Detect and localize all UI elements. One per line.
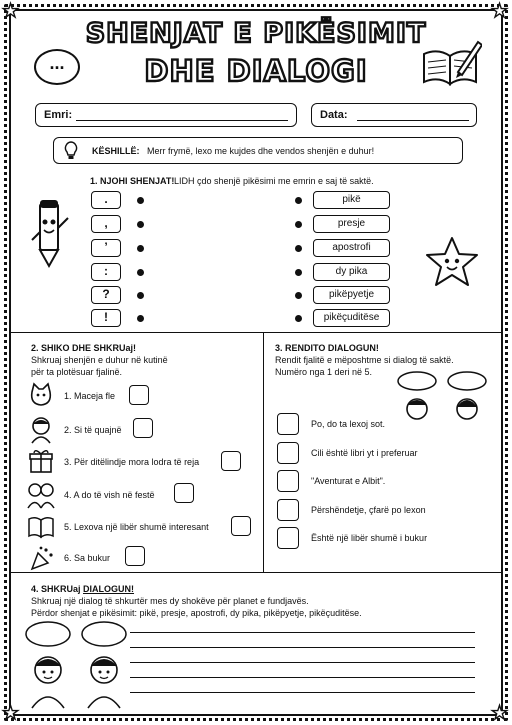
star-character-icon [424,236,480,288]
dialog-line: Përshëndetje, çfarë po lexon [311,505,426,515]
match-dot[interactable] [295,269,302,276]
page-subtitle: DHE DIALOGI [144,54,368,88]
section1-instruction: LIDH çdo shenjë pikësimi me emrin e saj të saktë. [174,176,374,186]
dialog-line: Është një libër shumë i bukur [311,533,428,543]
name-box-pike: pikë [313,191,390,209]
section1-heading: 1. NJOHI SHENJAT! [90,176,175,186]
match-dot[interactable] [295,221,302,228]
star-icon: ★ [2,1,20,22]
children-icon [26,481,56,509]
answer-box[interactable] [174,483,194,503]
sign-box-question: ? [91,286,121,304]
writing-line[interactable] [130,647,475,648]
name-box-dy-pika: dy pika [313,263,390,281]
book-icon [27,515,55,539]
gift-icon [28,448,54,474]
section2-instruction: për ta plotësuar fjalinë. [31,367,123,377]
date-field[interactable]: Data: [311,103,477,127]
writing-line[interactable] [130,677,475,678]
pencil-character-icon [30,198,70,270]
divider [11,332,501,333]
page-title: SHENJAT E PIKËSIMIT [85,18,427,49]
order-box[interactable] [277,442,299,464]
match-dot[interactable] [137,221,144,228]
answer-box[interactable] [133,418,153,438]
dialog-line: Cili është libri yt i preferuar [311,448,418,458]
name-box-pikecuditese: pikëçuditëse [313,309,390,327]
sentence-item: 6. Sa bukur [64,553,111,563]
name-box-presje: presje [313,215,390,233]
sign-box-exclamation: ! [91,309,121,327]
order-box[interactable] [277,470,299,492]
answer-box[interactable] [231,516,251,536]
sign-box-period: . [91,191,121,209]
order-box[interactable] [277,499,299,521]
two-children-talking-icon [395,371,491,427]
lightbulb-icon [64,141,78,161]
tip-text: Merr frymë, lexo me kujdes dhe vendos shenjën e duhur! [147,146,375,156]
dialog-line: "Aventurat e Albit". [311,476,386,486]
sentence-item: 4. A do të vish në festë [64,490,155,500]
sign-box-colon: : [91,263,121,281]
cat-icon [28,382,54,408]
section3-instruction: Rendit fjalitë e mëposhtme si dialog të saktë. [275,355,454,365]
two-boys-talking-icon [24,620,128,710]
section4-heading: 4. SHKRUaj DIALOGUN! [31,584,135,594]
dialog-line: Po, do ta lexoj sot. [311,419,386,429]
divider [11,572,501,573]
writing-line[interactable] [130,662,475,663]
sign-box-comma: , [91,215,121,233]
section2-heading: 2. SHIKO DHE SHKRUaj! [31,343,137,353]
order-box[interactable] [277,413,299,435]
party-popper-icon [29,545,55,571]
match-dot[interactable] [295,315,302,322]
answer-box[interactable] [129,385,149,405]
match-dot[interactable] [137,245,144,252]
section3-heading: 3. RENDITO DIALOGUN! [275,343,379,353]
answer-box[interactable] [125,546,145,566]
section2-instruction: Shkruaj shenjën e duhur në kutinë [31,355,168,365]
match-dot[interactable] [295,292,302,299]
match-dot[interactable] [137,197,144,204]
open-book-pencil-icon [420,38,482,90]
sentence-item: 3. Për ditëlindje mora lodra të reja [64,457,200,467]
section4-instruction: Shkruaj një dialog të shkurtër mes dy shokëve për planet e fundjavës. [31,596,309,606]
writing-line[interactable] [130,692,475,693]
match-dot[interactable] [137,269,144,276]
speech-bubble-icon: ... [34,49,80,85]
match-dot[interactable] [295,197,302,204]
match-dot[interactable] [137,315,144,322]
sign-box-apostrophe: ’ [91,239,121,257]
match-dot[interactable] [295,245,302,252]
star-icon: ★ [2,703,20,724]
name-box-pikepyetje: pikëpyetje [313,286,390,304]
name-field[interactable]: Emri: [35,103,297,127]
sentence-item: 1. Maceja fle [64,391,116,401]
tip-label: KËSHILLË: [92,146,140,156]
star-icon: ★ [491,703,509,724]
tip-box [53,137,463,164]
name-box-apostrofi: apostrofi [313,239,390,257]
answer-box[interactable] [221,451,241,471]
match-dot[interactable] [137,292,144,299]
writing-line[interactable] [130,632,475,633]
section3-instruction: Numëro nga 1 deri në 5. [275,367,373,377]
sentence-item: 5. Lexova një libër shumë interesant [64,522,209,532]
order-box[interactable] [277,527,299,549]
child-icon [28,416,54,444]
star-icon: ★ [491,1,509,22]
section4-instruction: Përdor shenjat e pikësimit: pikë, presje, apostrofi, dy pika, pikëpyetje, pikëçuditëse. [31,608,362,618]
divider [263,332,264,572]
sentence-item: 2. Si të quajnë [64,425,122,435]
